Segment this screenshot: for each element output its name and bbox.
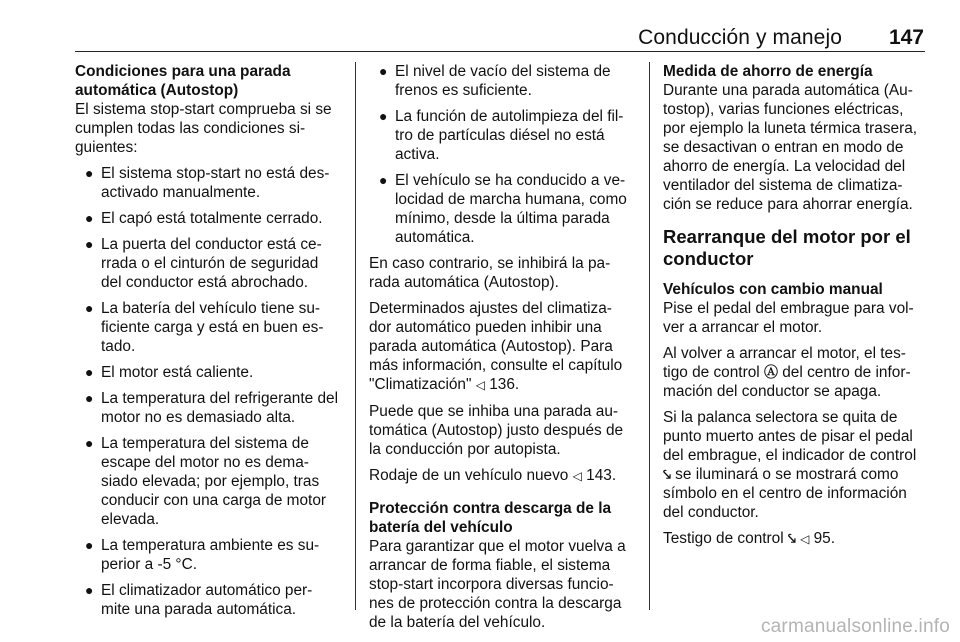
section-heading-autostop-conditions: Condiciones para una parada automática (Autostop) — [75, 63, 291, 99]
column-3 — [663, 62, 928, 556]
cross-reference-link[interactable]: 136. — [489, 376, 520, 393]
list-item: ● El nivel de vacío del sistema de frenos es suficiente. — [379, 63, 611, 99]
column-divider-2 — [649, 62, 650, 610]
list-item: ● La temperatura del sistema de escape del motor no es dema- siado elevada; por ejemplo, tras conducir con una carga de motor elevada. — [85, 435, 327, 528]
cross-reference-link[interactable]: 95. — [813, 530, 836, 547]
page-number: 147 — [888, 26, 924, 49]
column-1 — [75, 62, 343, 626]
bullet-icon: ● — [85, 300, 94, 316]
bullet-icon: ● — [85, 364, 94, 380]
bullet-icon: ● — [85, 236, 94, 252]
paragraph: Durante una parada automática (Au- tostop), varias funciones eléctricas, por ejemplo la luneta térmica trasera, se desactivan o entran en modo de ahorro de energía. La velocidad del ventilador del sistema de climatiza- ción se reduce para ahorrar energía. — [663, 82, 918, 213]
list-item: ● El climatizador automático per- mite una parada automática. — [85, 582, 313, 618]
reference-arrow-icon: ◁ — [800, 532, 810, 546]
list-item: ● El sistema stop-start no está des- activado manualmente. — [85, 165, 330, 201]
reference-arrow-icon: ◁ — [475, 378, 485, 392]
list-item: ● La función de autolimpieza del fil- tro de partículas diésel no está activa. — [379, 108, 624, 163]
section-heading-manual-transmission: Vehículos con cambio manual — [663, 281, 883, 298]
paragraph: En caso contrario, se inhibirá la pa- rada automática (Autostop). — [369, 255, 611, 291]
paragraph: Pise el pedal del embrague para vol- ver a arrancar el motor. — [663, 300, 914, 336]
list-item: ● El capó está totalmente cerrado. — [85, 210, 323, 227]
column-divider-1 — [355, 62, 356, 610]
bullet-icon: ● — [379, 108, 388, 124]
list-item: ● La temperatura del refrigerante del motor no es demasiado alta. — [85, 390, 338, 426]
section-heading-energy-saving: Medida de ahorro de energía — [663, 63, 873, 80]
list-item: ● La puerta del conductor está ce- rrada o el cinturón de seguridad del conductor está abrochado. — [85, 236, 322, 291]
paragraph: Al volver a arrancar el motor, el tes- tigo de control Ⓐ del centro de infor- mación del conductor se apaga. — [663, 345, 911, 400]
bullet-icon: ● — [85, 435, 94, 451]
column-2 — [369, 62, 637, 639]
paragraph-intro: El sistema stop-start comprueba si se cumplen todas las condiciones si- guientes: — [75, 101, 332, 156]
paragraph: Determinados ajustes del climatiza- dor automático pueden inhibir una parada automática (Autostop). Para más información, consulte el capítulo "Climatización" ◁ 136. — [369, 300, 623, 393]
section-heading-battery-protection: Protección contra descarga de la batería del vehículo — [369, 500, 612, 536]
paragraph: Rodaje de un vehículo nuevo ◁ 143. — [369, 467, 617, 484]
bullet-icon: ● — [85, 390, 94, 406]
list-item: ● La batería del vehículo tiene su- ficiente carga y está en buen es- tado. — [85, 300, 324, 355]
bullet-icon: ● — [379, 172, 388, 188]
paragraph: Si la palanca selectora se quita de punto muerto antes de pisar el pedal del embrague, el indicador de control ⤥ se iluminará o se mostrará como símbolo en el centro de información del conductor. — [663, 409, 917, 521]
reference-arrow-icon: ◁ — [572, 469, 582, 483]
list-item: ● El motor está caliente. — [85, 364, 254, 381]
cross-reference-link[interactable]: 143. — [586, 467, 617, 484]
watermark: carmanualsonline.info — [760, 616, 950, 637]
bullet-icon: ● — [85, 210, 94, 226]
paragraph: Testigo de control ⤥ ◁ 95. — [663, 530, 836, 547]
paragraph: Para garantizar que el motor vuelva a arrancar de forma fiable, el sistema stop-start incorpora diversas funcio- nes de protección contra la descarga de la batería del vehículo. — [369, 538, 626, 631]
clutch-indicator-icon: ⤥ — [787, 530, 796, 546]
list-item: ● La temperatura ambiente es su- perior a -5 °C. — [85, 537, 320, 573]
page-header-title: Conducción y manejo — [638, 26, 842, 49]
conditions-list — [75, 164, 343, 619]
autostop-indicator-icon: Ⓐ — [763, 364, 778, 380]
paragraph: Puede que se inhiba una parada au- tomática (Autostop) justo después de la conducción por autopista. — [369, 403, 624, 458]
clutch-indicator-icon: ⤥ — [663, 466, 671, 482]
list-item: ● El vehículo se ha conducido a ve- locidad de marcha humana, como mínimo, desde la última parada automática. — [379, 172, 627, 246]
bullet-icon: ● — [379, 63, 388, 79]
conditions-list-continued — [369, 62, 637, 247]
header-divider — [75, 51, 925, 52]
bullet-icon: ● — [85, 537, 94, 553]
bullet-icon: ● — [85, 582, 94, 598]
section-heading-restart: Rearranque del motor por el conductor — [663, 226, 911, 269]
bullet-icon: ● — [85, 165, 94, 181]
